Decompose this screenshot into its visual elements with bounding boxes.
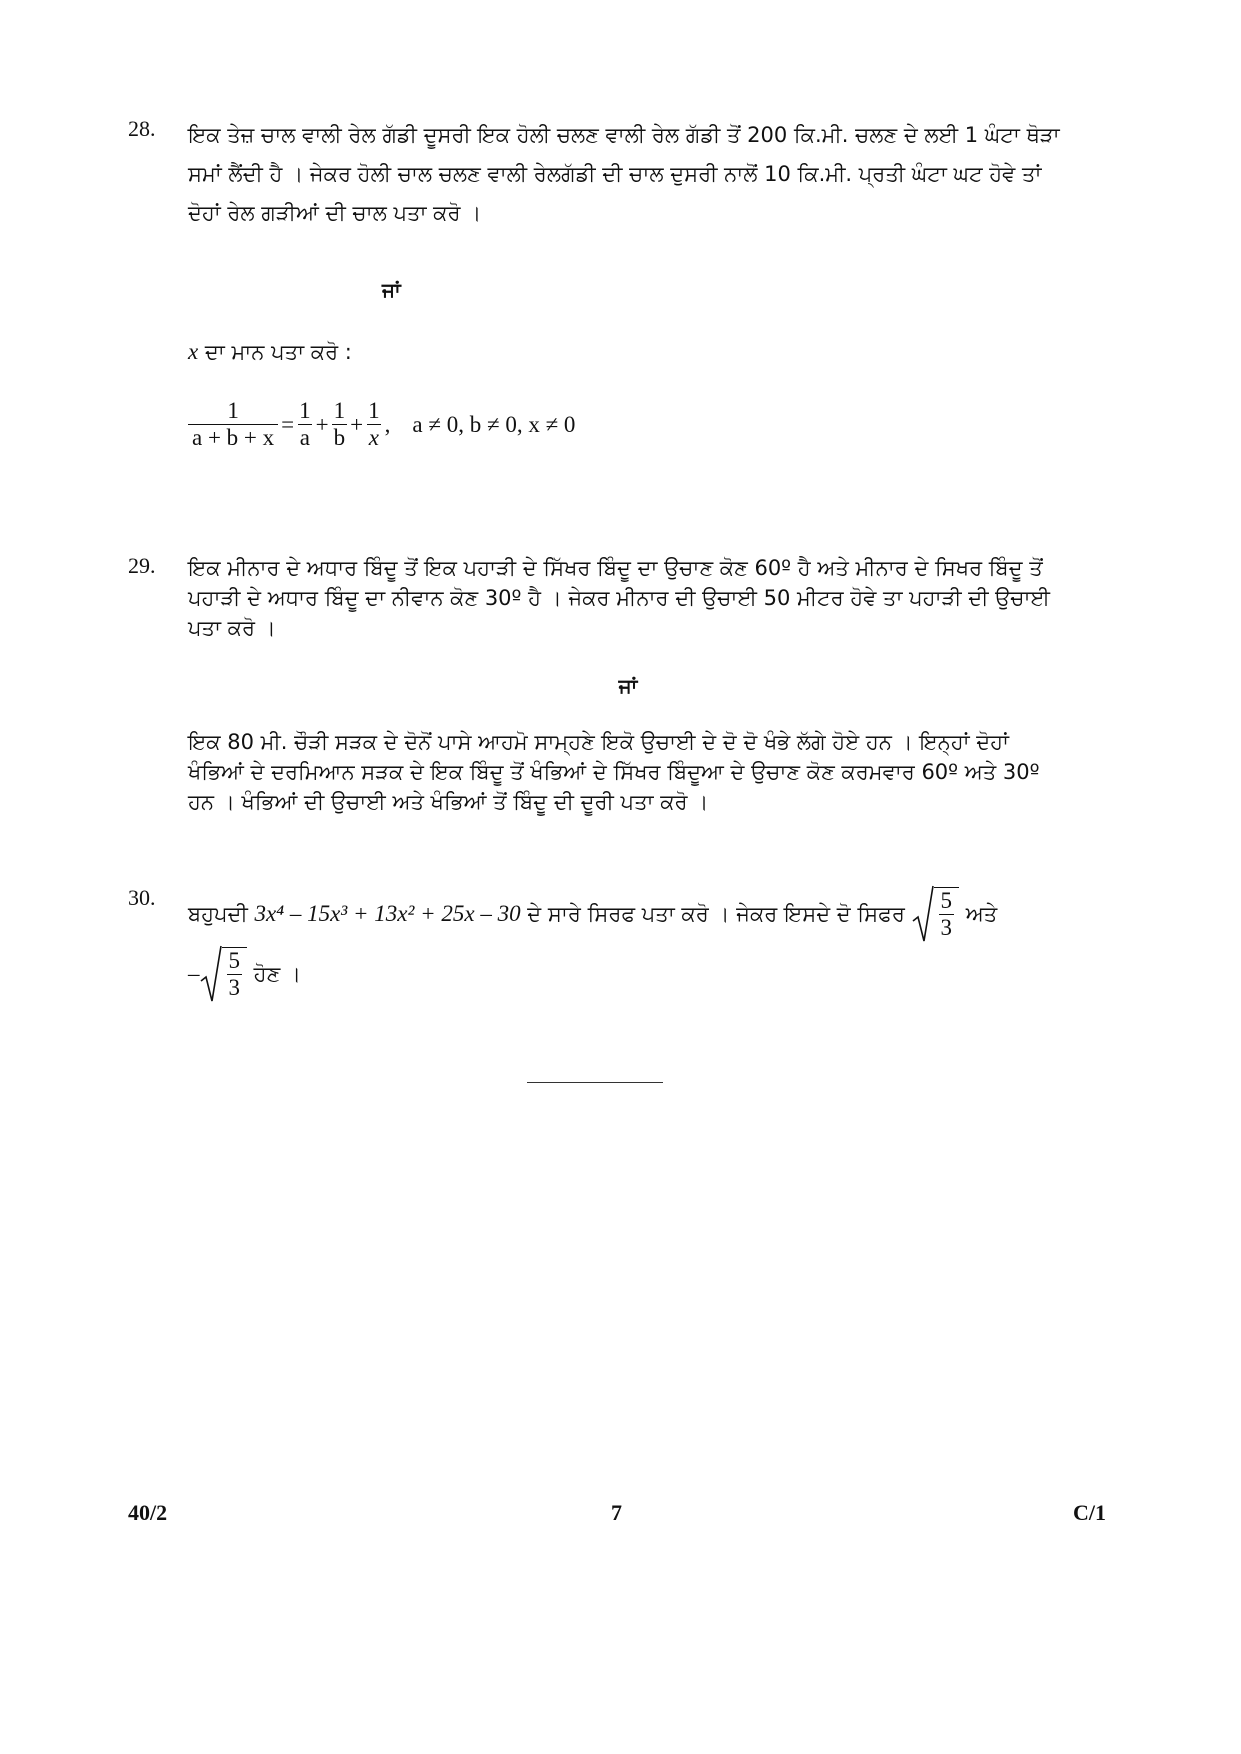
plus-sign: +	[350, 412, 364, 437]
end-divider	[527, 1082, 663, 1083]
question-text: ਅਤੇ	[959, 902, 998, 926]
equation	[188, 398, 1068, 451]
fraction-numerator: 1	[299, 398, 311, 423]
variable-x: x	[188, 339, 199, 364]
fraction-5-3	[939, 888, 955, 941]
question-line-2	[188, 945, 1068, 1003]
question-number: 28.	[128, 116, 156, 141]
polynomial: 3x⁴ – 15x³ + 13x² + 25x – 30	[254, 901, 521, 926]
fraction-a	[297, 398, 313, 451]
radicand	[222, 947, 248, 1001]
question-text: ਇਕ ਤੇਜ਼ ਚਾਲ ਵਾਲੀ ਰੇਲ ਗੱਡੀ ਦੂਸਰੀ ਇਕ ਹੋਲੀ ਚਲਣ ਵਾਲੀ ਰੇਲ ਗੱਡੀ ਤੋਂ 200 ਕਿ.ਮੀ. ਚਲਣ ਦੇ ਲਈ 1 ਘੰਟਾ ਥੋੜਾ ਸਮਾਂ ਲੈਂਦੀ ਹੈ । ਜੇਕਰ ਹੋਲੀ ਚਾਲ ਚਲਣ ਵਾਲੀ ਰੇਲਗੱਡੀ ਦੀ ਚਾਲ ਦੁਸਰੀ ਨਾਲੋਂ 10 ਕਿ.ਮੀ. ਪ੍ਰਤੀ ਘੰਟਾ ਘਟ ਹੋਵੇ ਤਾਂ ਦੋਹਾਂ ਰੇਲ ਗੜੀਆਂ ਦੀ ਚਾਲ ਪਤਾ ਕਰੋ ।	[188, 123, 1060, 225]
comma: ,	[384, 412, 391, 437]
footer-left: 40/2	[128, 1500, 168, 1525]
fraction-denominator: b	[333, 425, 346, 450]
variable-x: x	[368, 425, 379, 450]
fraction-denominator: 3	[940, 915, 953, 940]
question-28	[128, 116, 1068, 451]
radical-sign-icon	[912, 885, 934, 943]
alt-question-text: ਇਕ 80 ਮੀ. ਚੌੜੀ ਸੜਕ ਦੇ ਦੋਨੋਂ ਪਾਸੇ ਆਹਮੋ ਸਾਮ੍ਹਣੇ ਇਕੋ ਉਚਾਈ ਦੇ ਦੋ ਦੋ ਖੰਭੇ ਲੱਗੇ ਹੋਏ ਹਨ । ਇਨ੍ਹਾਂ ਦੋਹਾਂ ਖੰਭਿਆਂ ਦੇ ਦਰਮਿਆਨ ਸੜਕ ਦੇ ਇਕ ਬਿੰਦੂ ਤੋਂ ਖੰਭਿਆਂ ਦੇ ਸਿੱਖਰ ਬਿੰਦੂਆ ਦੇ ਉਚਾਣ ਕੋਣ ਕਰਮਵਾਰ 60º ਅਤੇ 30º ਹਨ । ਖੰਭਿਆਂ ਦੀ ਉਚਾਈ ਅਤੇ ਖੰਭਿਆਂ ਤੋਂ ਬਿੰਦੂ ਦੀ ਦੂਰੀ ਪਤਾ ਕਰੋ ।	[188, 730, 1040, 814]
question-text: ਦੇ ਸਾਰੇ ਸਿਰਫ ਪਤਾ ਕਰੋ । ਜੇਕਰ ਇਸਦੇ ਦੋ ਸਿਫਰ	[520, 902, 912, 926]
fraction-numerator: 5	[228, 948, 240, 973]
fraction-5-3	[227, 948, 243, 1001]
question-text: ਹੋਣ ।	[247, 962, 302, 986]
radical-sign-icon	[200, 945, 222, 1003]
sqrt-5-over-3	[912, 885, 960, 943]
fraction-b	[332, 398, 348, 451]
or-label: ਜਾਂ	[382, 278, 401, 302]
fraction-denominator: a + b + x	[188, 424, 278, 451]
question-text: ਬਹੁਪਦੀ	[188, 902, 255, 926]
question-text: ਇਕ ਮੀਨਾਰ ਦੇ ਅਧਾਰ ਬਿੰਦੂ ਤੋਂ ਇਕ ਪਹਾੜੀ ਦੇ ਸਿੱਖਰ ਬਿੰਦੂ ਦਾ ਉਚਾਣ ਕੋਣ 60º ਹੈ ਅਤੇ ਮੀਨਾਰ ਦੇ ਸਿਖਰ ਬਿੰਦੂ ਤੋਂ ਪਹਾੜੀ ਦੇ ਅਧਾਰ ਬਿੰਦੂ ਦਾ ਨੀਵਾਨ ਕੋਣ 30º ਹੈ । ਜੇਕਰ ਮੀਨਾਰ ਦੀ ਉਚਾਈ 50 ਮੀਟਰ ਹੋਵੇ ਤਾ ਪਹਾੜੀ ਦੀ ਉਚਾਈ ਪਤਾ ਕਰੋ ।	[188, 556, 1051, 640]
question-30	[128, 885, 1068, 1003]
footer-right: C/1	[1073, 1500, 1106, 1525]
fraction-numerator: 5	[940, 888, 953, 913]
fraction-x	[366, 398, 382, 451]
question-number: 29.	[128, 553, 156, 578]
fraction-numerator: 1	[368, 398, 380, 423]
or-label: ਜਾਂ	[618, 674, 638, 698]
sqrt-5-over-3	[200, 945, 248, 1003]
fraction-numerator: 1	[333, 398, 346, 423]
plus-sign: +	[315, 412, 329, 437]
equals-sign: =	[281, 412, 295, 437]
fraction-denominator	[367, 424, 381, 451]
fraction-denominator: a	[299, 425, 310, 450]
fraction-lhs	[188, 398, 278, 451]
minus-sign: –	[188, 961, 200, 986]
question-line-1	[188, 885, 1068, 943]
alt-prompt	[188, 332, 1068, 372]
question-number: 30.	[128, 885, 156, 910]
fraction-denominator: 3	[228, 975, 240, 1000]
page-number: 7	[611, 1500, 622, 1525]
alt-prompt-text: ਦਾ ਮਾਨ ਪਤਾ ਕਰੋ :	[198, 340, 352, 364]
fraction-numerator: 1	[227, 398, 239, 423]
radicand	[934, 887, 960, 941]
question-29	[128, 553, 1068, 817]
equation-conditions: a ≠ 0, b ≠ 0, x ≠ 0	[412, 412, 576, 437]
